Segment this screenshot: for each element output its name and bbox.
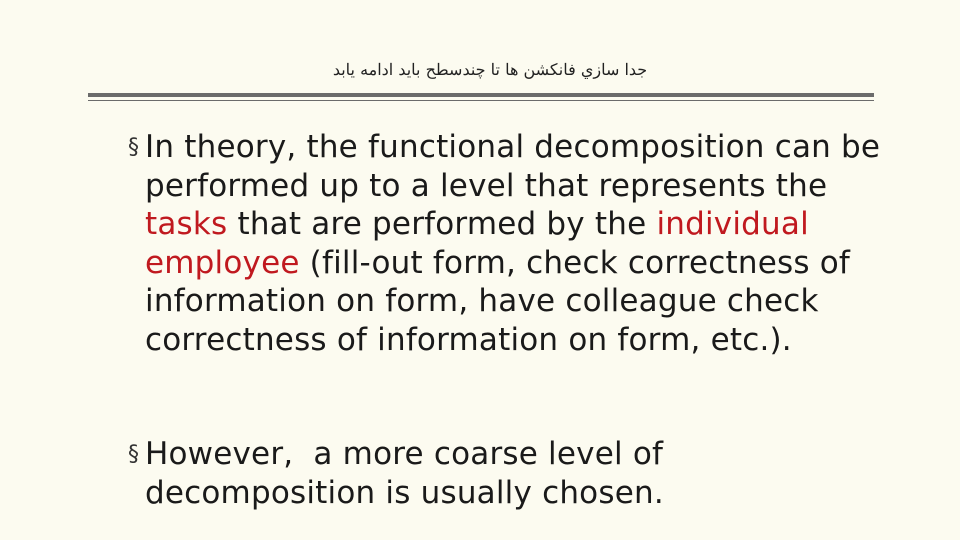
bullet-2 [128, 435, 958, 512]
bullet-1-line-5: information on form, have colleague check [145, 283, 819, 319]
bullet-1-line-3 [128, 205, 958, 244]
highlight-employee: employee [145, 244, 300, 281]
bullet-1-line-4-rest: (fill-out form, check correctness of [299, 244, 851, 281]
bullet-marker-icon: § [128, 135, 140, 160]
bullet-1 [128, 128, 958, 359]
bullet-1-line-3-mid: that are performed by the [227, 206, 657, 242]
title-rule-thin [88, 100, 874, 101]
highlight-individual: individual [656, 206, 809, 242]
bullet-1-line-6: correctness of information on form, etc.). [145, 321, 792, 358]
bullet-marker-icon: § [128, 442, 140, 467]
slide-title: جدا سازي فانکشن ها تا چندسطح بايد ادامه يابد [332, 60, 648, 79]
bullet-2-line-1: However, a more coarse level of [145, 436, 664, 472]
bullet-1-line-4 [128, 244, 958, 283]
bullet-2-line-2: decomposition is usually chosen. [145, 474, 664, 511]
highlight-tasks: tasks [145, 206, 228, 242]
bullet-1-line-2: performed up to a level that represents the [145, 167, 828, 204]
title-rule-thick [88, 93, 874, 97]
bullet-1-line-1: In theory, the functional decomposition can be [145, 129, 881, 165]
